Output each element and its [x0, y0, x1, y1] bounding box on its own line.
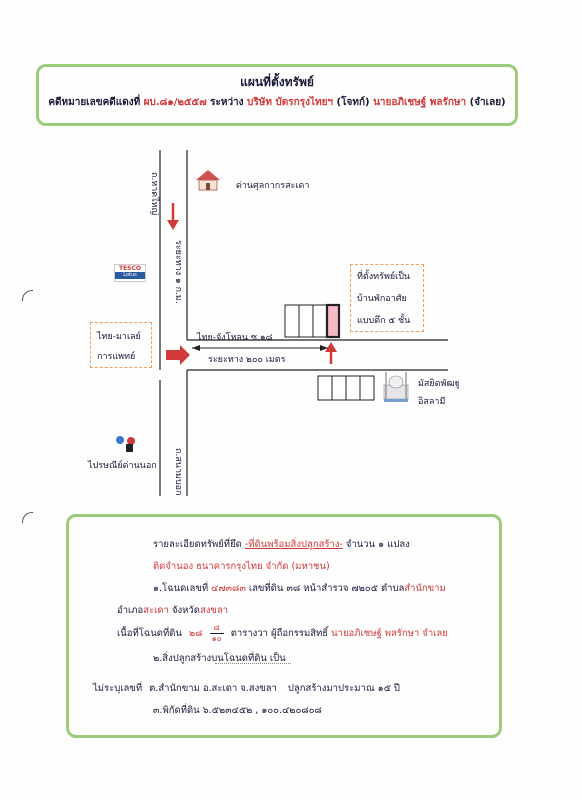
details-line1-red: -ที่ดินพร้อมสิ่งปลูกสร้าง- [244, 539, 343, 550]
red-right-arrow [166, 345, 190, 365]
distance-label: ระยะทาง ๒๐๐ เมตร [208, 355, 286, 365]
hospital-line2: การแพทย์ [97, 352, 136, 362]
case-between: ระหว่าง [210, 97, 244, 108]
details-line4-b: สะเดา [143, 605, 169, 616]
page-title: แผนที่ตั้งทรัพย์ [240, 75, 314, 89]
property-line2: บ้านพักอาศัย [357, 294, 407, 304]
mosque-line2: อิสลามี [418, 397, 446, 407]
details-line3-g: ตำบล [380, 583, 405, 594]
details-line5-b: ๒๘ [188, 628, 203, 639]
property-line1: ที่ตั้งทรัพย์เป็น [357, 272, 411, 282]
details-line7-b: ต.สำนักขาม อ.สะเดา จ.สงขลา [149, 683, 277, 694]
road-label-distance: ระยะทาง ๑ ก.ม. [173, 240, 183, 304]
details-line4-d: สงขลา [199, 605, 229, 616]
details-line3-h: สำนักขาม [404, 583, 446, 594]
details-line5-a: เนื้อที่โฉนดที่ดิน [117, 628, 182, 639]
details-box [66, 514, 502, 738]
details-dotted-line [215, 663, 291, 664]
road-label-sanambok: ถ.สนามบอก [173, 448, 183, 496]
details-line3-f: ๗๒๐๕ [351, 583, 378, 594]
row-houses-south [318, 376, 374, 400]
details-line3-b: ๔๗๓๘๓ [211, 583, 246, 594]
details-line3-d: ๓๘ [286, 583, 301, 594]
mosque-icon [384, 372, 408, 402]
details-line8: ๓.พิกัดที่ดิน ๖.๕๒๓๔๕๒ , ๑๐๐.๔๒๐๘๐๘ [153, 705, 322, 716]
red-up-arrow [325, 342, 337, 364]
details-line1-suffix: จำนวน ๑ แปลง [345, 539, 410, 550]
case-number: ผบ.๘๑/๒๕๕๗ [143, 97, 207, 108]
property-line3: แบบตึก ๕ ชั้น [357, 316, 411, 326]
tesco-logo [114, 264, 146, 282]
details-line4-c: จังหวัด [171, 605, 200, 616]
tesco-lotus-text: Lotus [115, 272, 145, 279]
road-label-hatyai: ถ.หาดใหญ่ [149, 172, 159, 216]
details-line3 [153, 581, 446, 596]
mosque-line1: มัสยิดพัฒฐู [418, 379, 460, 389]
hospital-box [90, 322, 152, 368]
details-line2: ติดจำนอง ธนาคารกรุงไทย จำกัด (มหาชน) [153, 561, 330, 572]
details-line3-c: เลขที่ดิน [248, 583, 284, 594]
details-line3-a: ๑.โฉนดเลขที่ [153, 583, 209, 594]
red-down-arrow [167, 203, 179, 230]
post-office-label: ไปรษณีย์ด่านนอก [88, 461, 157, 471]
property-box [350, 264, 424, 332]
details-line4-a: อำเภอ [117, 605, 144, 616]
details-line1 [153, 537, 410, 552]
plaintiff-name: บริษัท บัตรกรุงไทยฯ [247, 97, 334, 108]
details-line5-den: ๑๐ [211, 634, 222, 643]
details-line7 [93, 681, 400, 696]
defendant-name: นายอภิเชษฐ์ พลรักษา [373, 97, 467, 108]
details-line5 [117, 623, 448, 649]
house-icon [196, 170, 220, 190]
details-line7-a: ไม่ระบุเลขที่ [93, 683, 143, 694]
details-line1-prefix: รายละเอียดทรัพย์ที่ยึด [153, 539, 242, 550]
post-office-icon [116, 436, 135, 452]
details-line6: ๒.สิ่งปลูกสร้างบนโฉนดที่ดิน เป็น [153, 653, 286, 664]
details-line5-fraction [210, 623, 224, 644]
plaintiff-role: (โจทก์) [336, 97, 370, 108]
checkpoint-label: ด่านศุลกากรสะเดา [236, 181, 310, 191]
details-line4 [117, 603, 228, 618]
details-line5-c: ตารางวา ผู้ถือกรรมสิทธิ์ [230, 628, 329, 639]
soi-label: ไทย-จังโหลน ซ.๑๘ [197, 333, 273, 343]
hospital-line1: ไทย-มาเลย์ [97, 332, 141, 342]
row-houses-north [285, 305, 339, 337]
details-line5-d: นายอภิเชษฐ์ พลรักษา จำเลย [331, 628, 448, 639]
case-prefix: คดีหมายเลขคดีแดงที่ [48, 97, 141, 108]
details-line3-e: หน้าสำรวจ [303, 583, 349, 594]
tesco-text: TESCO [118, 265, 142, 272]
defendant-role: (จำเลย) [469, 97, 506, 108]
details-line5-num: ๘ [210, 623, 224, 634]
details-line7-c: ปลูกสร้างมาประมาณ ๑๕ ปี [287, 683, 400, 694]
distance-arrow [192, 345, 328, 351]
